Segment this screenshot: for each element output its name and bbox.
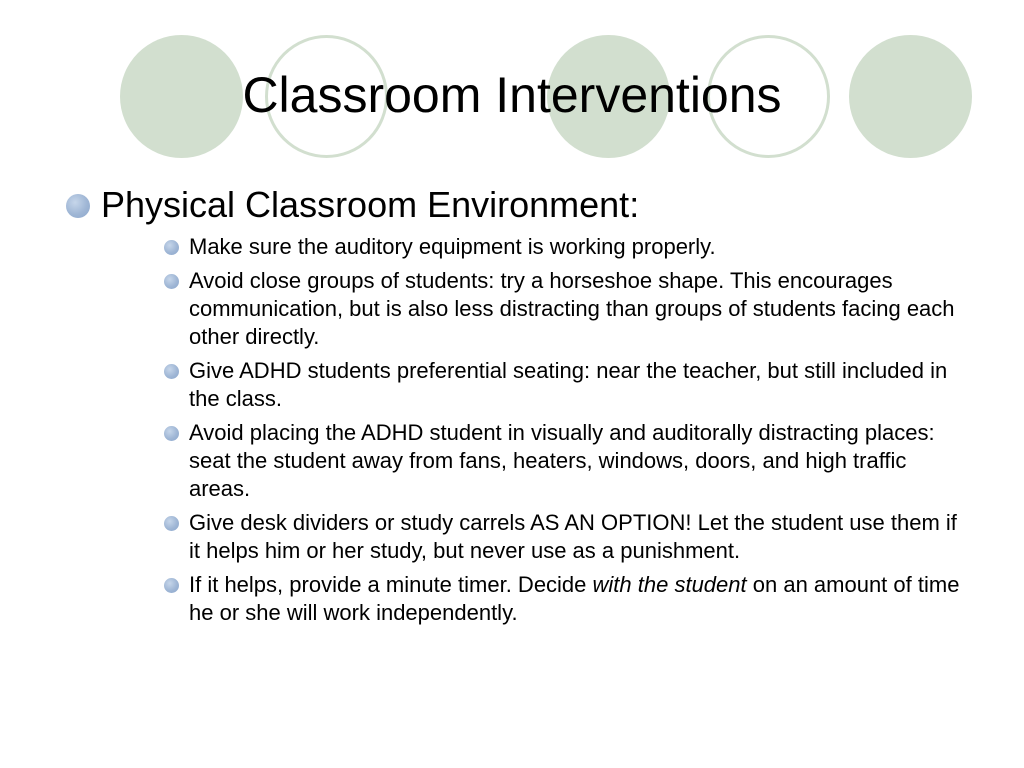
bullet-dot-icon [164,578,179,593]
bullet-dot-icon [164,274,179,289]
sub-bullet-text: Give desk dividers or study carrels AS AN OPTION! Let the student use them if it helps him or her study, but never use as a punishment. [189,510,957,563]
bullet-dot-icon [164,426,179,441]
bullet-dot-icon [164,240,179,255]
bullet-dot-icon [66,194,90,218]
bullet-dot-icon [164,516,179,531]
sub-bullet-text: Avoid placing the ADHD student in visually and auditorally distracting places: seat the student away from fans, heaters, windows, doors, and high traffic areas. [189,420,935,501]
sub-bullet [164,509,964,565]
sub-bullet-text [189,571,964,627]
sub-bullet-text: Avoid close groups of students: try a horseshoe shape. This encourages communication, but is also less distracting than groups of students facing each other directly. [189,268,955,349]
sub-bullet [164,357,964,413]
slide-title: Classroom Interventions [242,67,782,123]
sub-bullet-text: Make sure the auditory equipment is working properly. [189,234,716,259]
main-bullet-text: Physical Classroom Environment: [101,184,640,225]
sub-bullet [164,419,964,503]
sub-bullet [164,233,964,261]
sub-bullet [164,267,964,351]
sub-bullet-list [164,233,964,633]
sub-bullet-text-start: If it helps, provide a minute timer. Decide [189,572,593,597]
sub-bullet [164,571,964,627]
bullet-dot-icon [164,364,179,379]
sub-bullet-text-end: on an amount of time he or she will work independently. [189,572,960,625]
sub-bullet-text: Give ADHD students preferential seating: near the teacher, but still included in the class. [189,358,948,411]
emphasis-text: with the student [592,572,747,597]
main-bullet [66,183,966,227]
